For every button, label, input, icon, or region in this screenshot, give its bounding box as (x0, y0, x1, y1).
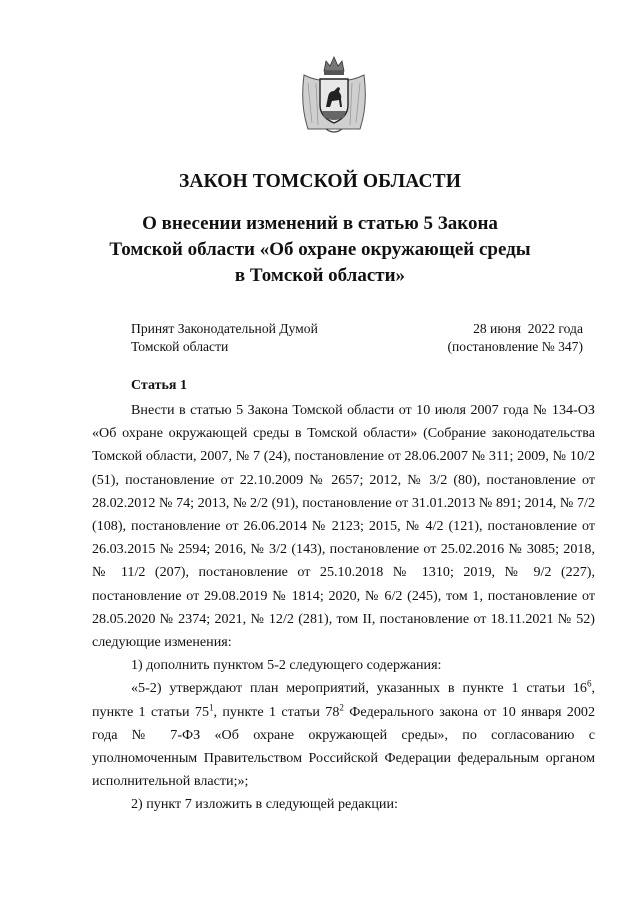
paragraph: Внести в статью 5 Закона Томской области от 10 июля 2007 года № 134-ОЗ «Об охране окружающей среды в Томской области» (Собрание законодательства Томской области, 2007, № 7 (24), постановление от 28.06.2007 № 311; 2009, № 10/2 (51), постановление от 22.10.2009 № 2657; 2012, № 3/2 (80), постановление от 28.02.2012 № 74; 2013, № 2/2 (91), постановление от 31.01.2013 № 891; 2014, № 7/2 (108), постановление от 26.06.2014 № 2123; 2015, № 4/2 (121), постановление от 26.03.2015 № 2594; 2016, № 3/2 (143), постановление от 25.02.2016 № 3085; 2018, № 11/2 (207), постановление от 25.10.2018 № 1310; 2019, № 9/2 (227), постановление от 29.08.2019 № 1814; 2020, № 6/2 (245), том 1, постановление от 28.05.2020 № 2374; 2021, № 12/2 (281), том II, постановление от 18.11.2021 № 52) следующие изменения: (92, 402, 595, 651)
text-run: , пункте 1 статьи 75 (92, 680, 595, 720)
superscript: 6 (586, 678, 592, 689)
law-title: ЗАКОН ТОМСКОЙ ОБЛАСТИ (178, 171, 462, 192)
paragraph: 1) дополнить пунктом 5-2 следующего содержания: (131, 657, 442, 674)
adoption-date: 28 июня 2022 года (473, 321, 583, 336)
text-run: Федерального закона от 10 января 2002 года № 7-ФЗ «Об охране окружающей среды», по согласованию с уполномоченным Правительством Российской Федерации федеральным органом исполнительной власти;»; (92, 703, 595, 790)
adopted-by-line: Томской области (131, 339, 229, 354)
resolution-number: (постановление № 347) (447, 339, 583, 354)
article-heading: Статья 1 (131, 378, 187, 393)
adopted-by (131, 320, 318, 356)
text-run: , пункте 1 статьи 78 (213, 703, 340, 720)
paragraph: 2) пункт 7 изложить в следующей редакции: (131, 796, 398, 813)
subtitle-line: О внесении изменений в статью 5 Закона (142, 213, 498, 234)
paragraph (92, 677, 595, 793)
superscript: 1 (209, 701, 214, 712)
subtitle-line: Томской области «Об охране окружающей среды (109, 239, 531, 260)
adoption-date-block (447, 320, 583, 356)
tomsk-coat-of-arms-icon (298, 53, 370, 137)
adopted-by-line: Принят Законодательной Думой (131, 321, 318, 336)
superscript: 2 (339, 701, 344, 712)
law-subtitle (100, 211, 540, 289)
subtitle-line: в Томской области» (234, 265, 406, 286)
article-body (92, 399, 595, 817)
text-run: «5-2) утверждают план мероприятий, указанных в пункте 1 статьи 16 (131, 680, 587, 697)
